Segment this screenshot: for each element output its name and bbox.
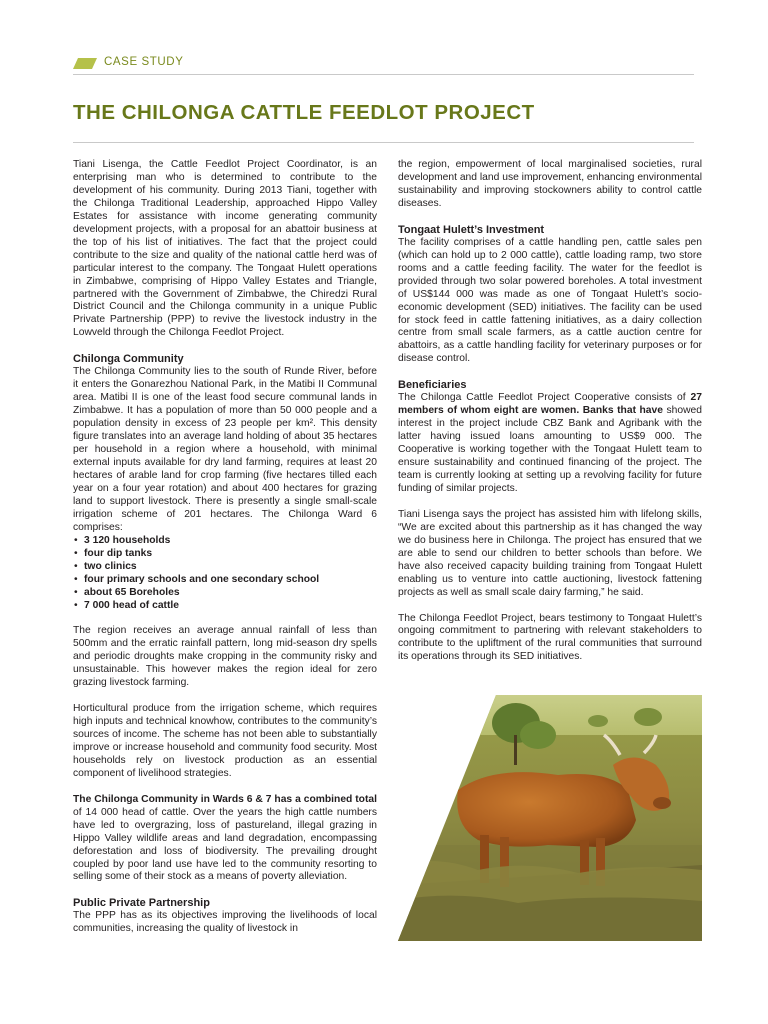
ppp-heading: Public Private Partnership [73,897,210,910]
rainfall-paragraph: The region receives an average annual rainfall of less than 500mm and the erratic rainfall pattern, long mid-season dry spells and periodic droughts make cropping in the community risky and unsustainable. This however makes the region ideal for zero grazing livestock farming. [73,625,377,689]
quote-paragraph: Tiani Lisenga says the project has assisted him with lifelong skills, “We are excited about this partnership as it has changed the way we do business here in Chilonga. The project has ensured that we are able to send our children to better schools than before. We have also received capacity building training from Tongaat Hulett enabling us to venture into cattle auctioning, livestock fattening projects as well as small scale dairy farming,” he said. [398,508,702,598]
ward-fact-item: • 7 000 head of cattle [73,600,377,613]
ward-fact-item: • 3 120 households [73,535,377,548]
investment-heading: Tongaat Hulett’s Investment [398,223,545,236]
beneficiaries-paragraph [398,392,702,496]
wards-lead-text: The Chilonga Community in Wards 6 & 7 has a combined total [73,793,377,805]
horticulture-paragraph: Horticultural produce from the irrigation scheme, which requires high inputs and technical knowhow, contributes to the community’s sources of income. The scheme has not been able to substantially improve or increase household and community food security. Most households rely on livestock production as an essential component of livelihood strategies. [73,703,377,779]
cattle-photo [398,695,702,941]
beneficiaries-bold-text: 27 members of whom eight are women. Banks that have [398,392,702,417]
intro-paragraph: Tiani Lisenga, the Cattle Feedlot Project Coordinator, is an enterprising man who is determined to contribute to the development of his community. During 2013 Tiani, together with the Chilonga Traditional Leadership, approached Hippo Valley Estates for assistance with income generating community development projects, with a proposal for an abattoir business at the top of his list of initiatives. The fact that the project could contribute to the size and quality of the national cattle herd was of particular interest to the company. The Tongaat Hulett operations in Zimbabwe, comprising of Hippo Valley Estates and Triangle, partnered with the Government of Zimbabwe, the Chiredzi Rural District Council and the Chilonga community in a unique Public Private Partnership (PPP) to revive the livestock industry in the Lowveld through the Chilonga Feedlot Project. [73,159,377,339]
ward-facts-list [73,535,377,613]
wards-body-text: of 14 000 head of cattle. Over the years the high cattle numbers have led to overgrazing, loss of pastureland, illegal grazing in Hippo Valley wildlife areas and land degradation, encompassing deforestation and loss of biodiversity. The prevailing drought coupled by poor land use have led to the community resorting to selling some of their stock as a means of poverty alleviation. [73,806,377,883]
ward-fact-item: • four primary schools and one secondary school [73,574,377,587]
beneficiaries-heading: Beneficiaries [398,379,467,392]
section-tag-mark [73,58,97,69]
right-column [398,159,702,664]
header-divider [73,74,694,75]
ward-fact-item: • four dip tanks [73,548,377,561]
beneficiaries-pre-text: The Chilonga Cattle Feedlot Project Cooperative consists of [398,392,691,404]
left-column [73,159,377,936]
ward-fact-item: • about 65 Boreholes [73,587,377,600]
ward-fact-item: • two clinics [73,561,377,574]
ppp-paragraph: The PPP has as its objectives improving the livelihoods of local communities, increasing the quality of livestock in [73,910,377,935]
beneficiaries-post-text: showed interest in the project include CBZ Bank and Agribank with the latter having issued loans amounting to US$9 000. The Cooperative is working together with the Tongaat Hulett team to ensure sustainability and continued financing of the project. The team is currently looking at setting up a revolving facility for future funding of similar projects. [398,405,702,495]
section-tag-label: CASE STUDY [104,56,184,68]
ppp-continued-paragraph: the region, empowerment of local marginalised societies, rural development and land use improvement, enhancing environmental sustainability and improving stockowners ability to control cattle diseases. [398,159,702,209]
closing-paragraph: The Chilonga Feedlot Project, bears testimony to Tongaat Hulett’s ongoing commitment to partnering with relevant stakeholders to contribute to the upliftment of the rural communities that surround its operations through its SED initiatives. [398,612,702,663]
community-heading: Chilonga Community [73,353,184,366]
investment-paragraph: The facility comprises of a cattle handling pen, cattle sales pen (which can hold up to 2 000 cattle), cattle loading ramp, two store rooms and a cattle feeding facility. The water for the feedlot is provided through two solar powered boreholes. A total investment of US$144 000 was made as one of Tongaat Hulett’s socio-economic development (SED) initiatives. The facility can be used for stock feed in cattle fattening initiatives, as a dairy collection centre from small scale farmers, as a cattle auction centre for abattoirs, as a cattle handling facility for veterinary purposes or for disease control. [398,236,702,365]
title-divider [73,142,694,143]
wards-paragraph [73,794,377,885]
article-title: THE CHILONGA CATTLE FEEDLOT PROJECT [73,101,535,124]
community-paragraph: The Chilonga Community lies to the south of Runde River, before it enters the Gonarezhou National Park, in the Matibi II Communal area. Matibi II is one of the least food secure communal lands in Zimbabwe. It has a population of more than 50 000 people and a population density in excess of 23 people per km². This density figure translates into an average land holding of about 35 hectares per household in a region where a household, with minimal external inputs available for dry land farming, requires at least 20 hectares of arable land for crop farming (five hectares tilled each year on a four year rotation) and about 400 hectares for grazing land to support livestock. There is presently a single small-scale irrigation scheme of 201 hectares. The Chilonga Ward 6 comprises: [73,366,377,533]
